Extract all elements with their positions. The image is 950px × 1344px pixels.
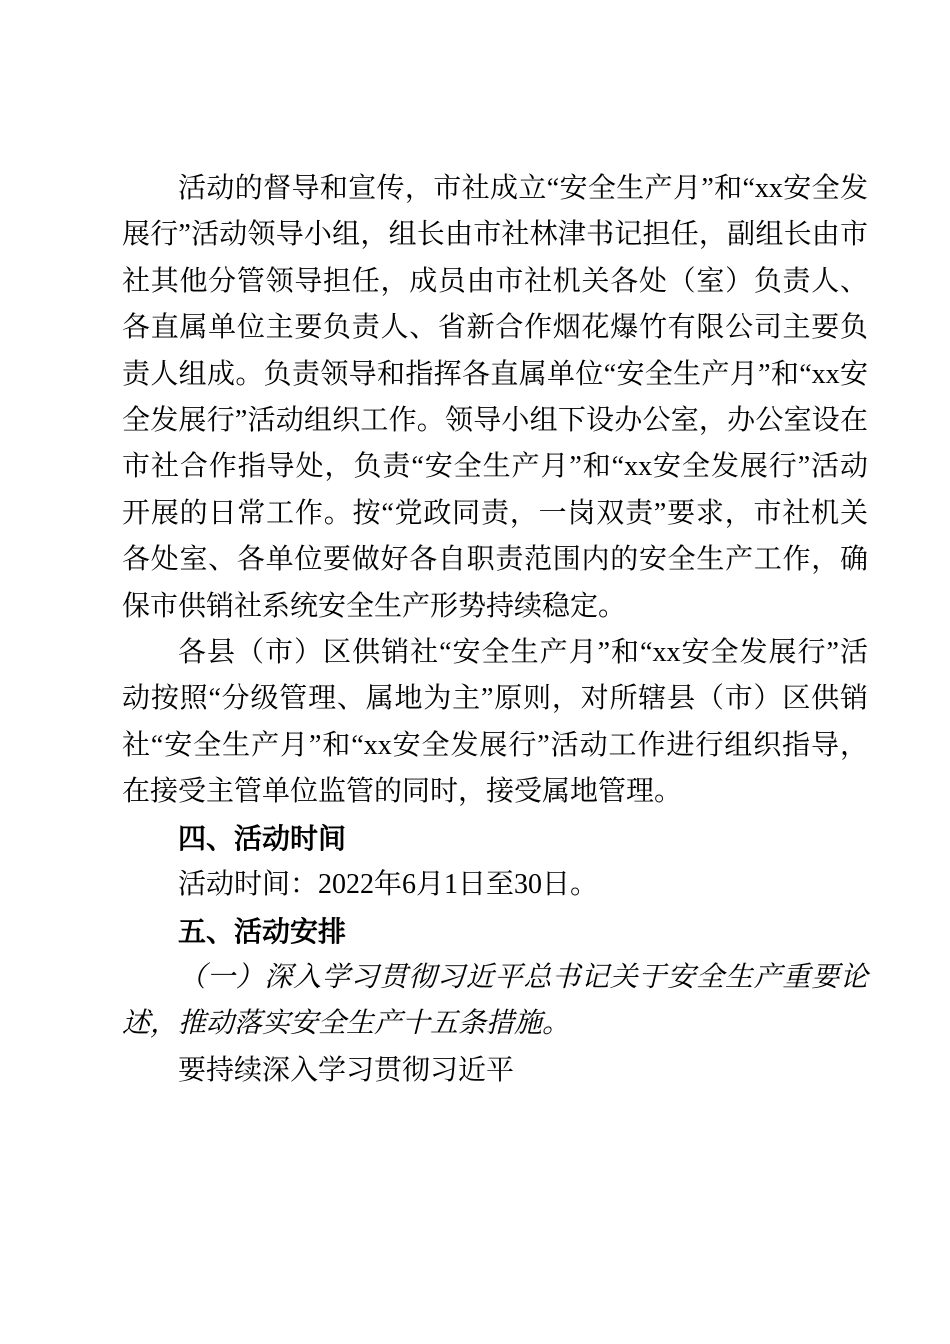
- document-body: [122, 166, 868, 1094]
- section-heading: 四、活动时间: [178, 822, 347, 854]
- paragraph: 各县（市）区供销社“安全生产月”和“xx安全发展行”活动按照“分级管理、属地为主”原则，对所辖县（市）区供销社“安全生产月”和“xx安全发展行”活动工作进行组织指导，在接受主管单位监管的同时，接受属地管理。: [122, 637, 868, 808]
- paragraph: （一）深入学习贯彻习近平总书记关于安全生产重要论述，推动落实安全生产十五条措施。: [122, 961, 868, 1040]
- paragraph: 活动的督导和宣传，市社成立“安全生产月”和“xx安全发展行”活动领导小组，组长由市社林津书记担任，副组长由市社其他分管领导担任，成员由市社机关各处（室）负责人、各直属单位主要负责人、省新合作烟花爆竹有限公司主要负责人组成。负责领导和指挥各直属单位“安全生产月”和“xx安全发展行”活动组织工作。领导小组下设办公室，办公室设在市社合作指导处，负责“安全生产月”和“xx安全发展行”活动开展的日常工作。按“党政同责，一岗双责”要求，市社机关各处室、各单位要做好各自职责范围内的安全生产工作，确保市供销社系统安全生产形势持续稳定。: [122, 173, 868, 622]
- paragraph: 要持续深入学习贯彻习近平: [178, 1054, 515, 1086]
- paragraph: 活动时间：2022年6月1日至30日。: [178, 869, 599, 901]
- section-heading: 五、活动安排: [178, 915, 347, 947]
